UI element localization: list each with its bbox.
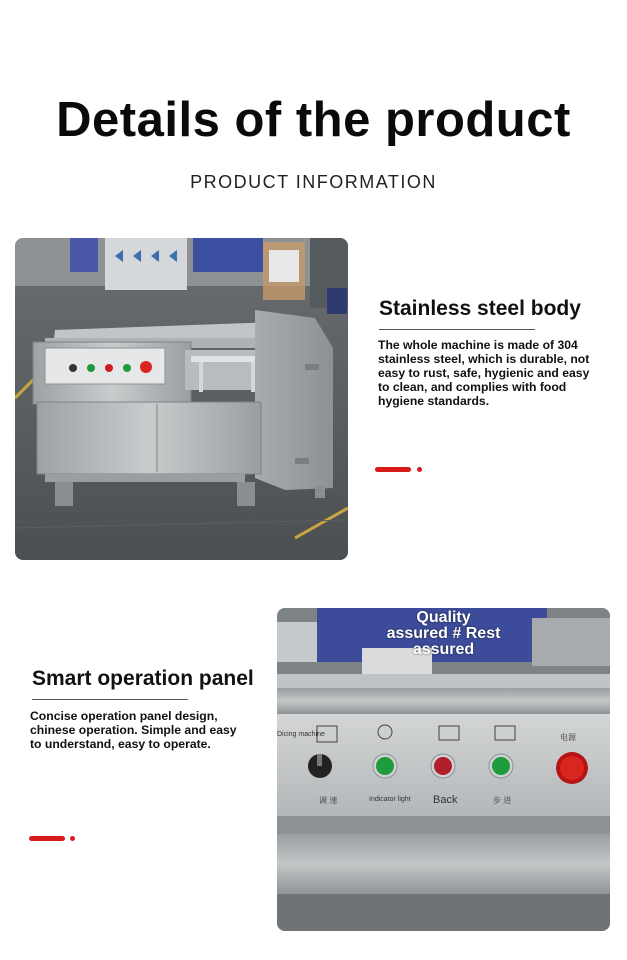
description-line: hygiene standards.: [378, 394, 490, 408]
heading-underline: [32, 699, 188, 700]
stainless-steel-heading: Stainless steel body: [379, 297, 581, 320]
description-line: to clean, and complies with food: [378, 380, 567, 394]
description-line: easy to rust, safe, hygienic and easy: [378, 366, 590, 380]
decorative-red-dash: [29, 836, 65, 841]
indicator-light-label: Indicator light: [369, 796, 411, 803]
description-line: stainless steel, which is durable, not: [378, 352, 590, 366]
dicing-machine-label: Dicing machine: [277, 731, 325, 738]
power-label: 电源: [560, 733, 576, 742]
decorative-red-dot: [70, 836, 75, 841]
control-panel-photo: [277, 608, 610, 931]
back-label: Back: [433, 794, 458, 806]
page-title: Details of the product: [56, 93, 571, 147]
description-line: The whole machine is made of 304: [378, 338, 578, 352]
page-subtitle: PRODUCT INFORMATION: [190, 172, 437, 192]
stainless-steel-description: [378, 338, 589, 408]
quality-assured-overlay: Quality assured # Rest assured: [386, 609, 501, 658]
machine-body-photo: [15, 238, 348, 560]
description-line: Concise operation panel design,: [30, 709, 218, 723]
operation-panel-description: [30, 709, 237, 751]
speed-label: 调 速: [319, 796, 338, 805]
decorative-red-dash: [375, 467, 411, 472]
operation-panel-heading: Smart operation panel: [32, 667, 254, 690]
decorative-red-dot: [417, 467, 422, 472]
description-line: chinese operation. Simple and easy: [30, 723, 237, 737]
heading-underline: [379, 329, 535, 330]
step-label: 步 进: [493, 796, 512, 805]
description-line: to understand, easy to operate.: [30, 737, 211, 751]
